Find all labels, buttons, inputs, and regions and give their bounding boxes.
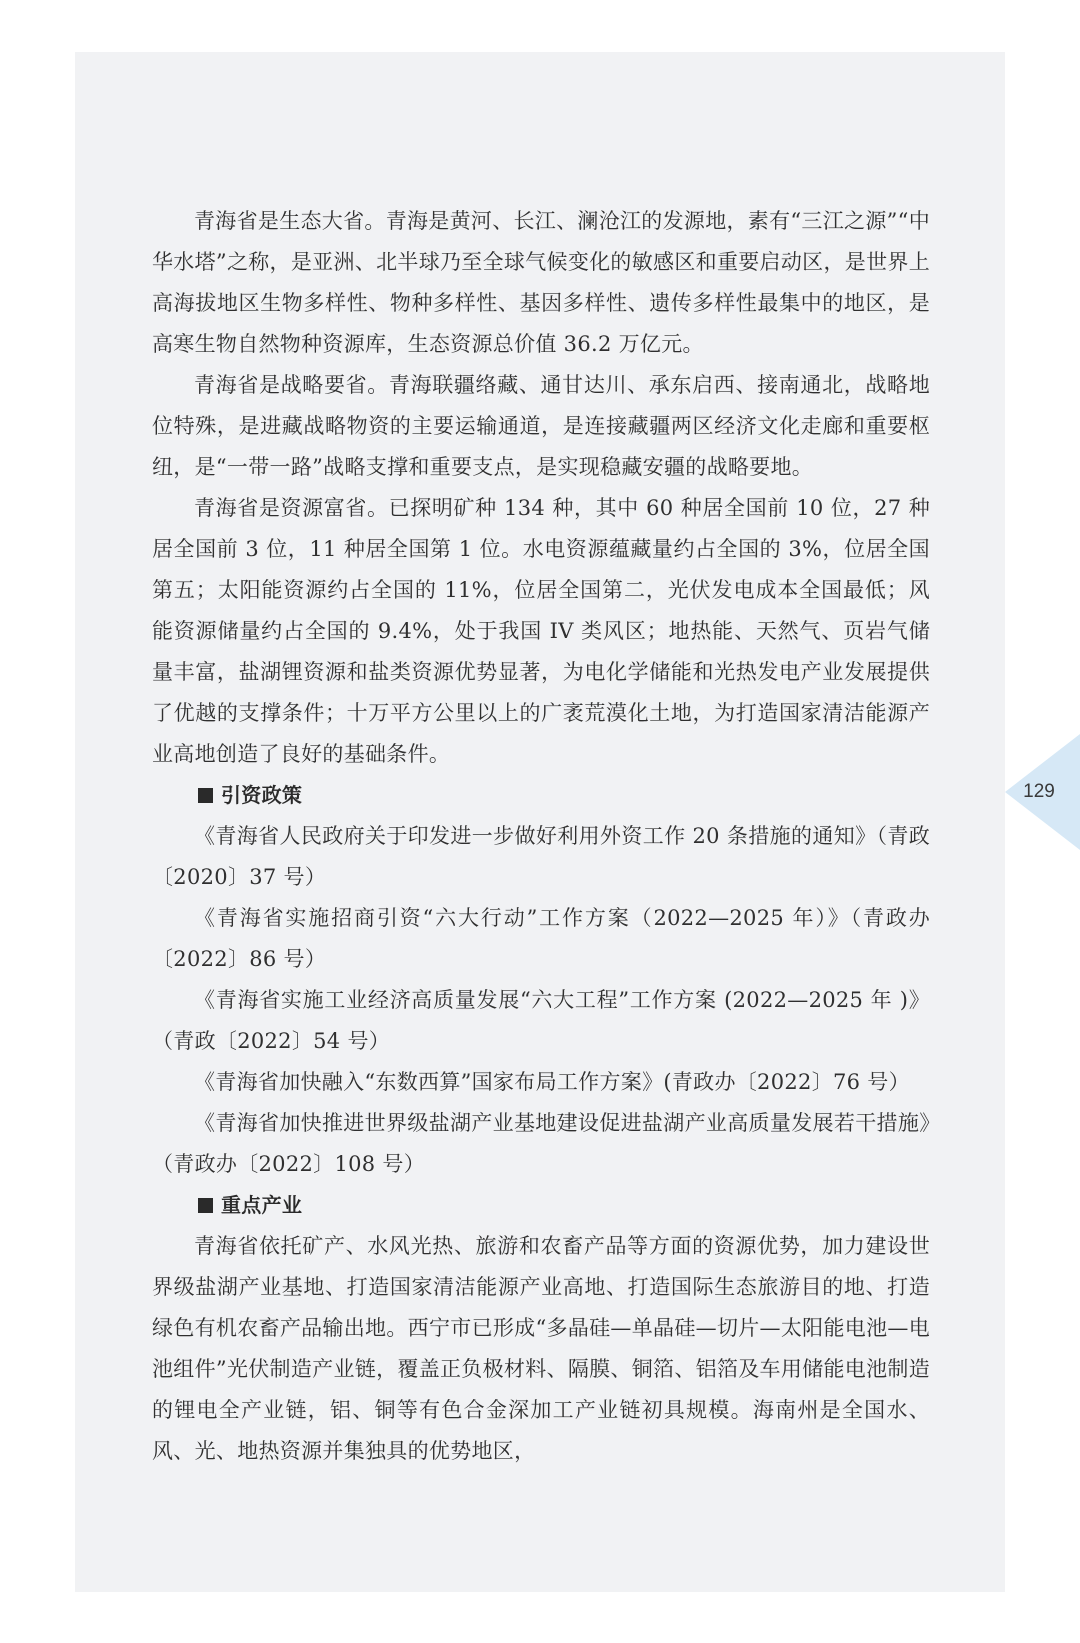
- paragraph-resources: 青海省是资源富省。已探明矿种 134 种，其中 60 种居全国前 10 位，27 种居全国前 3 位，11 种居全国第 1 位。水电资源蕴藏量约占全国的 3%，位居全国第五；太阳能资源约占全国的 11%，位居全国第二，光伏发电成本全国最低；风能资源储量约占全国的 9.4%，处于我国 IV 类风区；地热能、天然气、页岩气储量丰富，盐湖锂资源和盐类资源优势显著，为电化学储能和光热发电产业发展提供了优越的支撑条件；十万平方公里以上的广袤荒漠化土地，为打造国家清洁能源产业高地创造了良好的基础条件。: [152, 496, 930, 766]
- paragraph-industries: 青海省依托矿产、水风光热、旅游和农畜产品等方面的资源优势，加力建设世界级盐湖产业基地、打造国家清洁能源产业高地、打造国际生态旅游目的地、打造绿色有机农畜产品输出地。西宁市已形成“多晶硅—单晶硅—切片—太阳能电池—电池组件”光伏制造产业链，覆盖正负极材料、隔膜、铜箔、铝箔及车用储能电池制造的锂电全产业链，铝、铜等有色合金深加工产业链初具规模。海南州是全国水、风、光、地热资源并集独具的优势地区，: [152, 1234, 930, 1463]
- heading-text: 引资政策: [221, 783, 303, 807]
- page-number: 129: [1023, 781, 1055, 802]
- section-heading-key-industries: [152, 1185, 930, 1226]
- paragraph-ecology: 青海省是生态大省。青海是黄河、长江、澜沧江的发源地，素有“三江之源”“中华水塔”之称，是亚洲、北半球乃至全球气候变化的敏感区和重要启动区，是世界上高海拔地区生物多样性、物种多样性、基因多样性、遗传多样性最集中的地区，是高寒生物自然物种资源库，生态资源总价值 36.2 万亿元。: [152, 209, 931, 356]
- policy-item: 《青海省人民政府关于印发进一步做好利用外资工作 20 条措施的通知》（青政〔2020〕37 号）: [152, 824, 930, 889]
- body-text: [152, 201, 930, 1472]
- paragraph-strategy: 青海省是战略要省。青海联疆络藏、通甘达川、承东启西、接南通北，战略地位特殊，是进藏战略物资的主要运输通道，是连接藏疆两区经济文化走廊和重要枢纽，是“一带一路”战略支撑和重要支点，是实现稳藏安疆的战略要地。: [152, 373, 930, 479]
- section-heading-investment-policy: [152, 775, 930, 816]
- policy-item: 《青海省实施招商引资“六大行动”工作方案（2022—2025 年）》（青政办〔2022〕86 号）: [152, 906, 930, 971]
- policy-item: 《青海省加快推进世界级盐湖产业基地建设促进盐湖产业高质量发展若干措施》（青政办〔2022〕108 号）: [152, 1111, 930, 1176]
- square-bullet-icon: [198, 1198, 213, 1213]
- policy-item: 《青海省加快融入“东数西算”国家布局工作方案》(青政办〔2022〕76 号）: [194, 1070, 910, 1094]
- square-bullet-icon: [198, 788, 213, 803]
- heading-text: 重点产业: [221, 1193, 303, 1217]
- policy-item: 《青海省实施工业经济高质量发展“六大工程”工作方案 (2022—2025 年 )》（青政〔2022〕54 号）: [152, 988, 930, 1053]
